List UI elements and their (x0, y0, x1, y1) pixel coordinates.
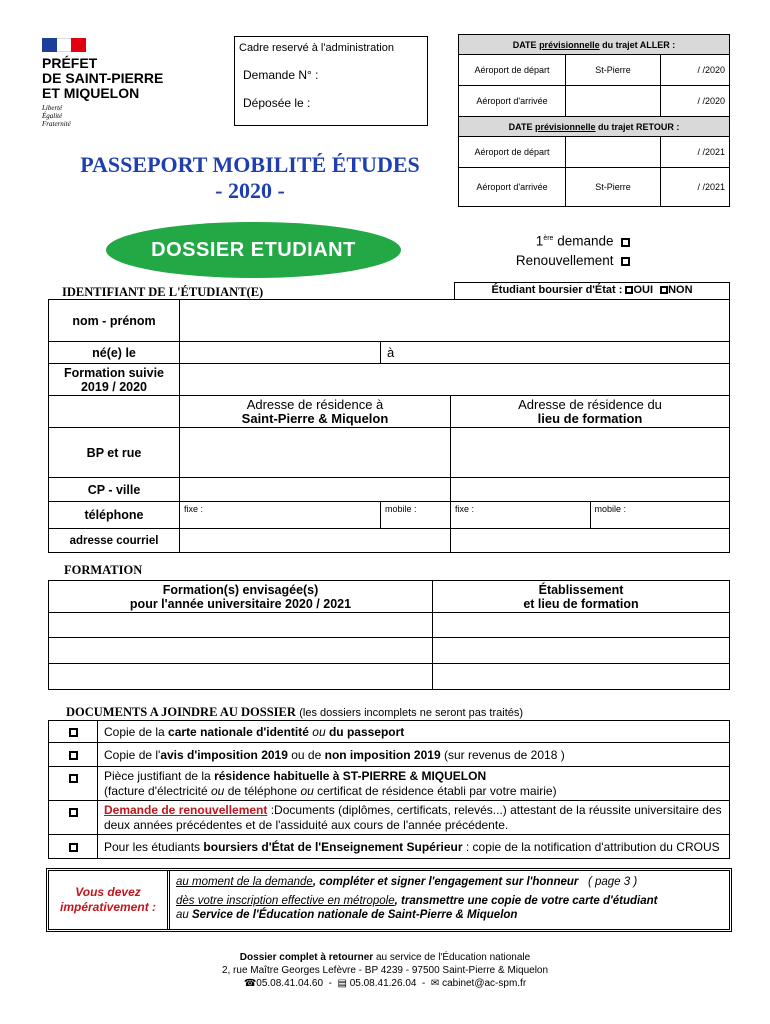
logo-line-2: DE SAINT-PIERRE (42, 70, 164, 86)
formation-row-2-field[interactable] (49, 638, 433, 664)
formation-heading: FORMATION (64, 563, 143, 577)
footer-fax: 05.08.41.26.04 (349, 978, 417, 989)
ne-field[interactable] (180, 342, 381, 364)
doc-5-text: Pour les étudiants boursiers d'État de l'Enseignement Supérieur : copie de la notification d'attribution du CROUS (98, 835, 730, 859)
tel-lieu[interactable] (451, 502, 730, 529)
aller-header: DATE prévisionnelle du trajet ALLER : (459, 35, 730, 55)
logo-line-1: PRÉFET (42, 55, 98, 71)
doc-1-text: Copie de la carte nationale d'identité ou du passeport (98, 721, 730, 743)
documents-table (48, 720, 730, 859)
doc-3-text: Pièce justifiant de la résidence habituelle à ST-PIERRE & MIQUELON (facture d'électricité ou de téléphone ou certificat de résidence établi par votre mairie) (98, 767, 730, 801)
aller-depart-place[interactable]: St-Pierre (566, 55, 661, 86)
retour-header: DATE prévisionnelle du trajet RETOUR : (459, 117, 730, 137)
formation-row-3-etab[interactable] (433, 664, 730, 690)
adresse-lieu-header: Adresse de résidence du lieu de formation (451, 396, 730, 428)
retour-depart-label: Aéroport de départ (459, 137, 566, 168)
footer-phone: 05.08.41.04.60 (256, 978, 324, 989)
nom-field[interactable] (180, 300, 730, 342)
doc-3-checkbox[interactable] (69, 774, 78, 783)
adresse-spm-header: Adresse de résidence à Saint-Pierre & Miquelon (180, 396, 451, 428)
courriel-label: adresse courriel (49, 529, 180, 553)
doc-3-checkbox-cell[interactable] (49, 767, 98, 801)
doc-5-checkbox[interactable] (69, 843, 78, 852)
aller-arrivee-label: Aéroport d'arrivée (459, 86, 566, 117)
doc-2-text: Copie de l'avis d'imposition 2019 ou de non imposition 2019 (sur revenus de 2018 ) (98, 743, 730, 767)
formation-col1-header: Formation(s) envisagée(s) pour l'année universitaire 2020 / 2021 (49, 581, 433, 613)
footer-line-2: 2, rue Maître Georges Lefèvre - BP 4239 - 97500 Saint-Pierre & Miquelon (221, 965, 549, 976)
renouvellement-label: Renouvellement (515, 252, 614, 268)
tel-label: téléphone (49, 502, 180, 529)
doc-1-checkbox[interactable] (69, 728, 78, 737)
doc-4-checkbox-cell[interactable] (49, 801, 98, 835)
request-type: 1ère demande Renouvellement (480, 229, 630, 270)
nom-label: nom - prénom (49, 300, 180, 342)
motto-1: Liberté (42, 104, 63, 112)
retour-arrivee-date[interactable]: / /2021 (661, 168, 730, 207)
dossier-badge-label: DOSSIER ETUDIANT (151, 238, 356, 261)
courriel-lieu-field[interactable] (451, 529, 730, 553)
page-title-line-2: - 2020 - (215, 178, 285, 203)
tel-lieu-fixe[interactable]: fixe : (451, 502, 591, 528)
documents-heading: DOCUMENTS A JOINDRE AU DOSSIER (les dossiers incomplets ne seront pas traités) (66, 705, 524, 719)
flag-icon (42, 38, 86, 52)
adresse-header-blank (49, 396, 180, 428)
aller-depart-date[interactable]: / /2020 (661, 55, 730, 86)
mail-icon: ✉ (430, 978, 440, 989)
formation-row-2-etab[interactable] (433, 638, 730, 664)
doc-2-checkbox-cell[interactable] (49, 743, 98, 767)
renouvellement-checkbox[interactable] (621, 257, 630, 266)
fax-icon: ▤ (337, 978, 347, 989)
tel-lieu-mobile[interactable]: mobile : (594, 504, 627, 514)
formation-table (48, 580, 730, 690)
notice-box (46, 868, 732, 932)
documents-note: (les dossiers incomplets ne seront pas traités) (299, 707, 524, 719)
page-title-line-1: PASSEPORT MOBILITÉ ÉTUDES (80, 152, 420, 177)
boursier-oui-label: OUI (633, 284, 654, 296)
bp-spm-field[interactable] (180, 428, 451, 478)
bp-label: BP et rue (49, 428, 180, 478)
notice-left-2: impérativement : (59, 900, 157, 914)
formation-row-1-field[interactable] (49, 613, 433, 638)
admin-title: Cadre reservé à l'administration (239, 42, 394, 54)
tel-spm-mobile[interactable]: mobile : (381, 502, 451, 529)
admin-box (234, 36, 428, 126)
retour-depart-date[interactable]: / /2021 (661, 137, 730, 168)
retour-arrivee-place[interactable]: St-Pierre (566, 168, 661, 207)
doc-4-text: Demande de renouvellement :Documents (diplômes, certificats, relevés...) attestant de la réussite universitaire des deux années précédentes et de l'assiduité aux cours de l'année précédente. (98, 801, 730, 835)
retour-arrivee-label: Aéroport d'arrivée (459, 168, 566, 207)
aller-arrivee-date[interactable]: / /2020 (661, 86, 730, 117)
cp-spm-field[interactable] (180, 478, 451, 502)
boursier-label: Étudiant boursier d'État : (491, 284, 623, 296)
tel-spm-fixe[interactable]: fixe : (180, 502, 381, 529)
premiere-demande-checkbox[interactable] (621, 238, 630, 247)
aller-arrivee-place[interactable] (566, 86, 661, 117)
boursier-box (454, 282, 730, 299)
boursier-non-checkbox[interactable] (660, 286, 668, 294)
doc-1-checkbox-cell[interactable] (49, 721, 98, 743)
lieu-naissance-field[interactable] (381, 342, 730, 364)
prefecture-logo (42, 38, 172, 128)
footer-email[interactable]: cabinet@ac-spm.fr (442, 978, 527, 989)
trip-table (458, 34, 730, 207)
doc-5-checkbox-cell[interactable] (49, 835, 98, 859)
identifiant-heading: IDENTIFIANT DE L'ÉTUDIANT(E) (62, 285, 264, 299)
bp-lieu-field[interactable] (451, 428, 730, 478)
formation-col2-header: Établissement et lieu de formation (433, 581, 730, 613)
footer-line-1: Dossier complet à retourner au service de l'Éducation nationale (239, 952, 531, 963)
formation-row-3-field[interactable] (49, 664, 433, 690)
retour-depart-place[interactable] (566, 137, 661, 168)
a-label: à (387, 345, 395, 360)
formation-suivie-label: Formation suivie 2019 / 2020 (49, 364, 180, 396)
phone-icon: ☎ (243, 978, 257, 989)
courriel-spm-field[interactable] (180, 529, 451, 553)
formation-row-1-etab[interactable] (433, 613, 730, 638)
boursier-non-label: NON (668, 284, 693, 296)
identifiant-table (48, 299, 730, 553)
logo-line-3: ET MIQUELON (42, 85, 140, 101)
aller-depart-label: Aéroport de départ (459, 55, 566, 86)
premiere-demande-label: demande (553, 233, 614, 249)
formation-suivie-field[interactable] (180, 364, 730, 396)
footer (100, 951, 670, 990)
ne-label: né(e) le (49, 342, 180, 364)
notice-left-1: Vous devez (75, 885, 141, 899)
cp-lieu-field[interactable] (451, 478, 730, 502)
notice-right: au moment de la demande, compléter et signer l'engagement sur l'honneur ( page 3 ) dès votre inscription effective en métropole, transmettre une copie de votre carte d'étudiant au Service de l'Éducation nationale de Saint-Pierre & Miquelon (176, 876, 658, 921)
notice-left (49, 871, 170, 929)
footer-line-3: ☎05.08.41.04.60 - ▤ 05.08.41.26.04 - ✉ cabinet@ac-spm.fr (243, 978, 527, 989)
motto-2: Égalité (42, 112, 63, 120)
dossier-etudiant-badge (106, 222, 401, 278)
doc-4-checkbox[interactable] (69, 808, 78, 817)
admin-demande: Demande N° : (243, 68, 319, 82)
doc-2-checkbox[interactable] (69, 751, 78, 760)
cp-label: CP - ville (49, 478, 180, 502)
admin-deposee: Déposée le : (243, 96, 311, 110)
motto-3: Fraternité (42, 120, 71, 128)
page-title (50, 152, 450, 204)
